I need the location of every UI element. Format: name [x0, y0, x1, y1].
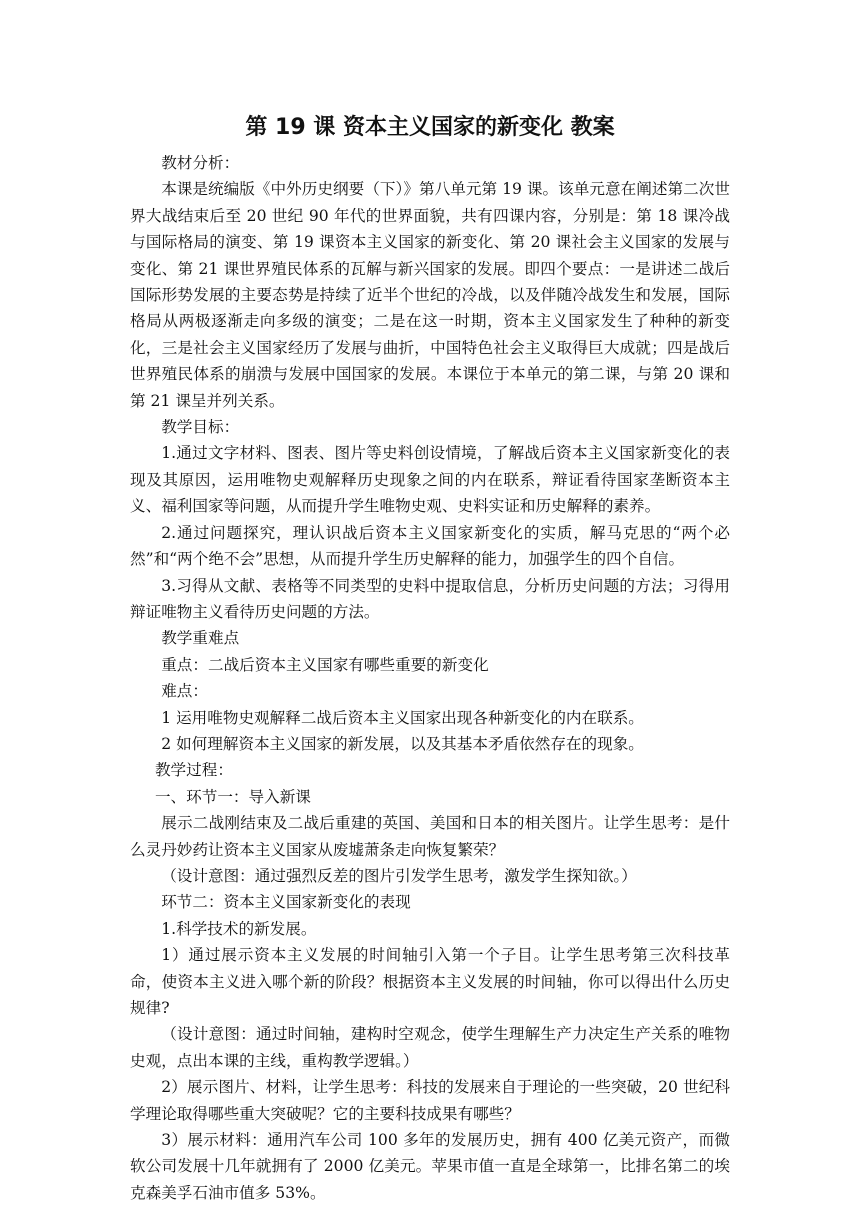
heading-step-2: 环节二：资本主义国家新变化的表现: [161, 893, 411, 912]
heading-difficulties: 难点：: [161, 682, 208, 701]
paragraph-difficulty-2: 2 如何理解资本主义国家的新发展，以及其基本矛盾依然存在的现象。: [161, 734, 644, 753]
heading-science-tech: 1.科学技术的新发展。: [161, 919, 317, 938]
paragraph-goal-1: 1.通过文字材料、图表、图片等史料创设情境，了解战后资本主义国家新变化的表现及其原因，运用唯物史观解释历史现象之间的内在联系，辩证看待国家垄断资本主义、福利国家等问题，从而提升学生唯物史观、史料实证和历史解释的素养。: [130, 444, 730, 516]
paragraph-item-1: 1）通过展示资本主义发展的时间轴引入第一个子目。让学生思考第三次科技革命，使资本主义进入哪个新的阶段？根据资本主义发展的时间轴，你可以得出什么历史规律?: [130, 946, 730, 1017]
paragraph-item-2: 2）展示图片、材料，让学生思考：科技的发展来自于理论的一些突破，20 世纪科学理论取得哪些重大突破呢？它的主要科技成果有哪些？: [130, 1078, 730, 1123]
paragraph-design-intent-1: （设计意图：通过强烈反差的图片引发学生思考，激发学生探知欲。）: [161, 866, 637, 885]
page-title: 第 19 课 资本主义国家的新变化 教案: [245, 115, 615, 140]
heading-teaching-goals: 教学目标：: [161, 418, 240, 437]
heading-textbook-analysis: 教材分析：: [161, 154, 240, 172]
paragraph-item-3: 3）展示材料：通用汽车公司 100 多年的发展历史，拥有 400 亿美元资产，而微软公司发展十几年就拥有了 2000 亿美元。苹果市值一直是全球第一，比排名第二的埃克森美孚石油市值多 53%。: [130, 1131, 730, 1202]
paragraph-design-intent-2: （设计意图：通过时间轴，建构时空观念，使学生理解生产力决定生产关系的唯物史观，点出本课的主线，重构教学逻辑。）: [130, 1025, 730, 1070]
paragraph-textbook-analysis: 本课是统编版《中外历史纲要（下）》第八单元第 19 课。该单元意在阐述第二次世界大战结束后至 20 世纪 90 年代的世界面貌，共有四课内容，分别是：第 18 课冷战与国际格局的演变、第 19 课资本主义国家的新变化、第 20 课社会主义国家的发展与变化、第 21 课世界殖民体系的瓦解与新兴国家的发展。即四个要点：一是讲述二战后国际形势发展的主要态势是持续了近半个世纪的冷战，以及伴随冷战发生和发展，国际格局从两极逐渐走向多级的演变；二是在这一时期，资本主义国家发生了种种的新变化，三是社会主义国家经历了发展与曲折，中国特色社会主义取得巨大成就；四是战后世界殖民体系的崩溃与发展中国国家的发展。本课位于本单元的第二课，与第 20 课和第 21 课呈并列关系。: [130, 180, 730, 410]
paragraph-difficulty-1: 1 运用唯物史观解释二战后资本主义国家出现各种新变化的内在联系。: [161, 708, 644, 727]
paragraph-goal-3: 3.习得从文献、表格等不同类型的史料中提取信息，分析历史问题的方法；习得用辩证唯物主义看待历史问题的方法。: [130, 576, 730, 621]
paragraph-key-point: 重点：二战后资本主义国家有哪些重要的新变化: [161, 655, 489, 674]
paragraph-step-1: 展示二战刚结束及二战后重建的英国、美国和日本的相关图片。让学生思考：是什么灵丹妙药让资本主义国家从废墟萧条走向恢复繁荣？: [130, 814, 730, 859]
paragraph-goal-2: 2.通过问题探究，理认识战后资本主义国家新变化的实质，解马克思的“两个必然”和“两个绝不会”思想，从而提升学生历史解释的能力，加强学生的四个自信。: [130, 523, 730, 569]
heading-teaching-process: 教学过程：: [154, 761, 233, 780]
heading-key-difficulties: 教学重难点: [161, 629, 240, 648]
heading-step-1: 一、环节一：导入新课: [154, 787, 311, 806]
document-body: [130, 150, 730, 1206]
